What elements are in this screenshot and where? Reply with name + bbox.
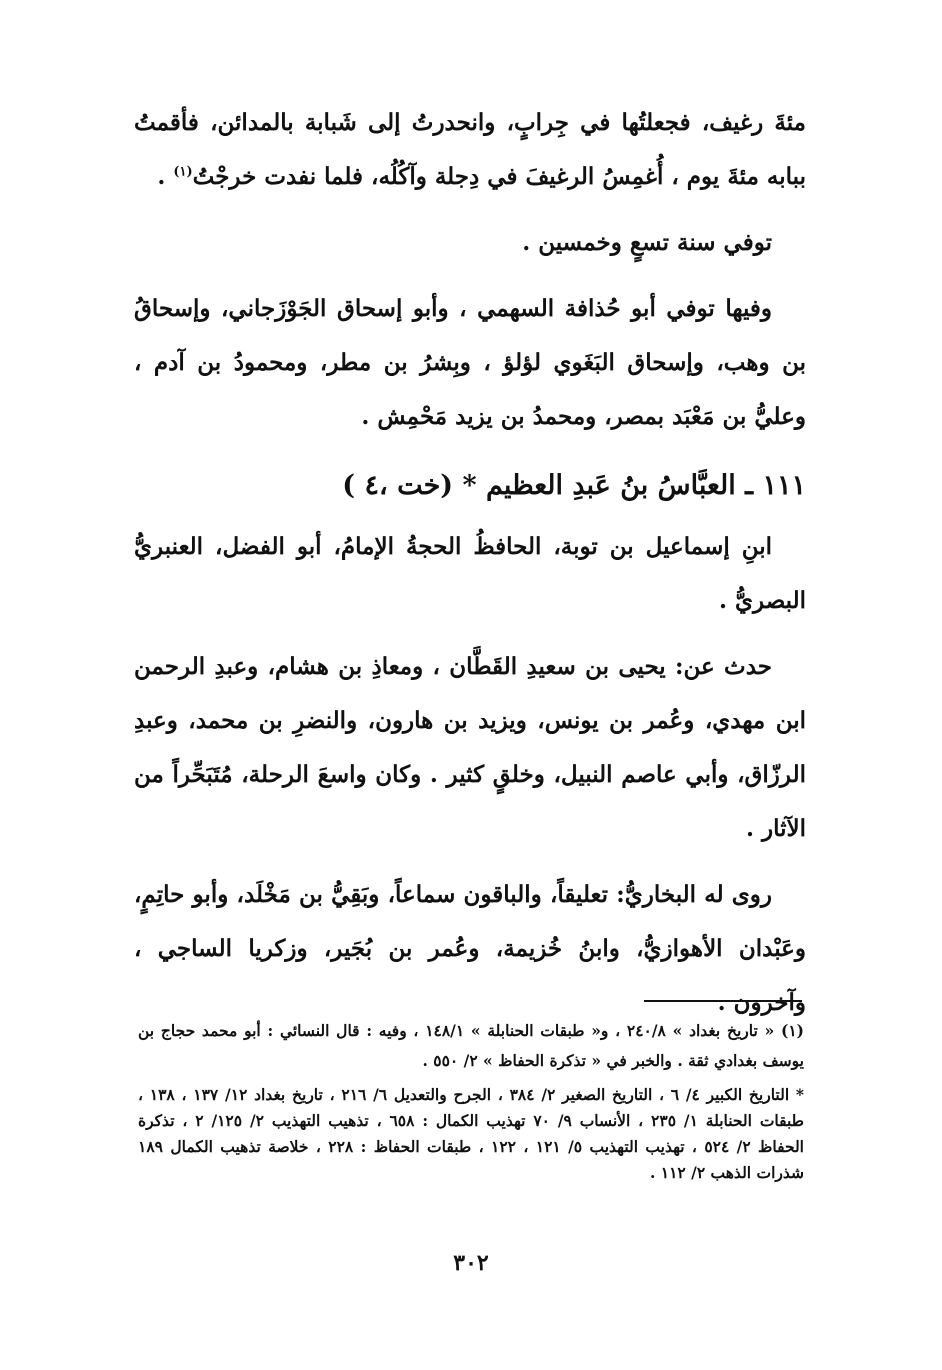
spacer (134, 856, 806, 868)
footnote-separator (644, 1000, 802, 1002)
paragraph-deaths-list: وفيها توفي أبو حُذافة السهمي ، وأبو إسحاق الجَوْزَجاني، وإسحاقُ بن وهب، وإسحاق البَغَوي لؤلؤ ، وبِشرُ بن مطر، ومحمودُ بن آدم ، وعليُّ بن مَعْبَد بمصر، ومحمدُ بن يزيد مَحْمِش . (134, 295, 806, 430)
paragraph-end: . (157, 163, 174, 190)
main-text (134, 96, 806, 1030)
spacer (134, 628, 806, 640)
paragraph-bread-story (134, 96, 806, 204)
page-number: ٣٠٢ (453, 1250, 489, 1276)
footnote-reference: (١) (173, 164, 193, 180)
spacer (134, 270, 806, 282)
footnote-1: (١) « تاريخ بغداد » ٢٤٠/٨ ، و« طبقات الحنابلة » ١٤٨/١ ، وفيه : قال النسائي : أبو محمد حجاج بن يوسف بغدادي ثقة . والخبر في « تذكرة الحفاظ » ٢/ ٥٥٠ . (138, 1021, 804, 1070)
footnote-sources: * التاريخ الكبير ٤/ ٦ ، التاريخ الصغير ٢/ ٣٨٤ ، الجرح والتعديل ٦/ ٢١٦ ، تاريخ بغداد ١٢/ ١٣٧ ، ١٣٨ ، طبقات الحنابلة ١/ ٢٣٥ ، الأنساب ٩/ ٧٠ تهذيب الكمال : ٦٥٨ ، تذهيب التهذيب ٢/ ١٢٥/ ٢ ، تذكرة الحفاظ ٢/ ٥٢٤ ، تهذيب التهذيب ٥/ ١٢١ ، ١٢٢ ، طبقات الحفاظ : ٢٢٨ ، خلاصة تذهيب الكمال ١٨٩ شذرات الذهب ٢/ ١١٢ . (138, 1085, 804, 1182)
paragraph-lineage: ابنِ إسماعيل بن توبة، الحافظُ الحجةُ الإمامُ، أبو الفضل، العنبريُّ البصريُّ . (134, 533, 806, 614)
paragraph-text: مئةَ رغيف، فجعلتُها في جِرابٍ، وانحدرتُ إلى شَبابة بالمدائن، فأقمتُ ببابه مئةَ يوم ، أُغمِسُ الرغيفَ في دِجلة وآكُلُه، فلما نفدت خرجْتُ (134, 109, 806, 190)
entry-heading: ١١١ ـ العبَّاسُ بنُ عَبدِ العظيم * (خت ،٤ ) (342, 470, 806, 501)
paragraph-teachers: حدث عن: يحيى بن سعيدِ القَطَّان ، ومعاذِ بن هشام، وعبدِ الرحمن ابن مهدي، وعُمر بن يونس، ويزيد بن هارون، والنضرِ بن محمد، وعبدِ الرزّاق، وأبي عاصم النبيل، وخلقٍ كثير . وكان واسعَ الرحلة، مُتَبَحِّراً من الآثار . (134, 653, 806, 842)
paragraph-narrators: روى له البخاريُّ: تعليقاً، والباقون سماعاً، وبَقِيُّ بن مَخْلَد، وأبو حاتِمٍ، وعَبْدان الأهوازيُّ، وابنُ خُزيمة، وعُمر بن بُجَير، وزكريا الساجي ، وآخرون . (134, 881, 806, 1016)
footnotes (138, 1016, 804, 1192)
spacer (134, 204, 806, 216)
paragraph-death-year: توفي سنة تسعٍ وخمسين . (522, 229, 772, 256)
